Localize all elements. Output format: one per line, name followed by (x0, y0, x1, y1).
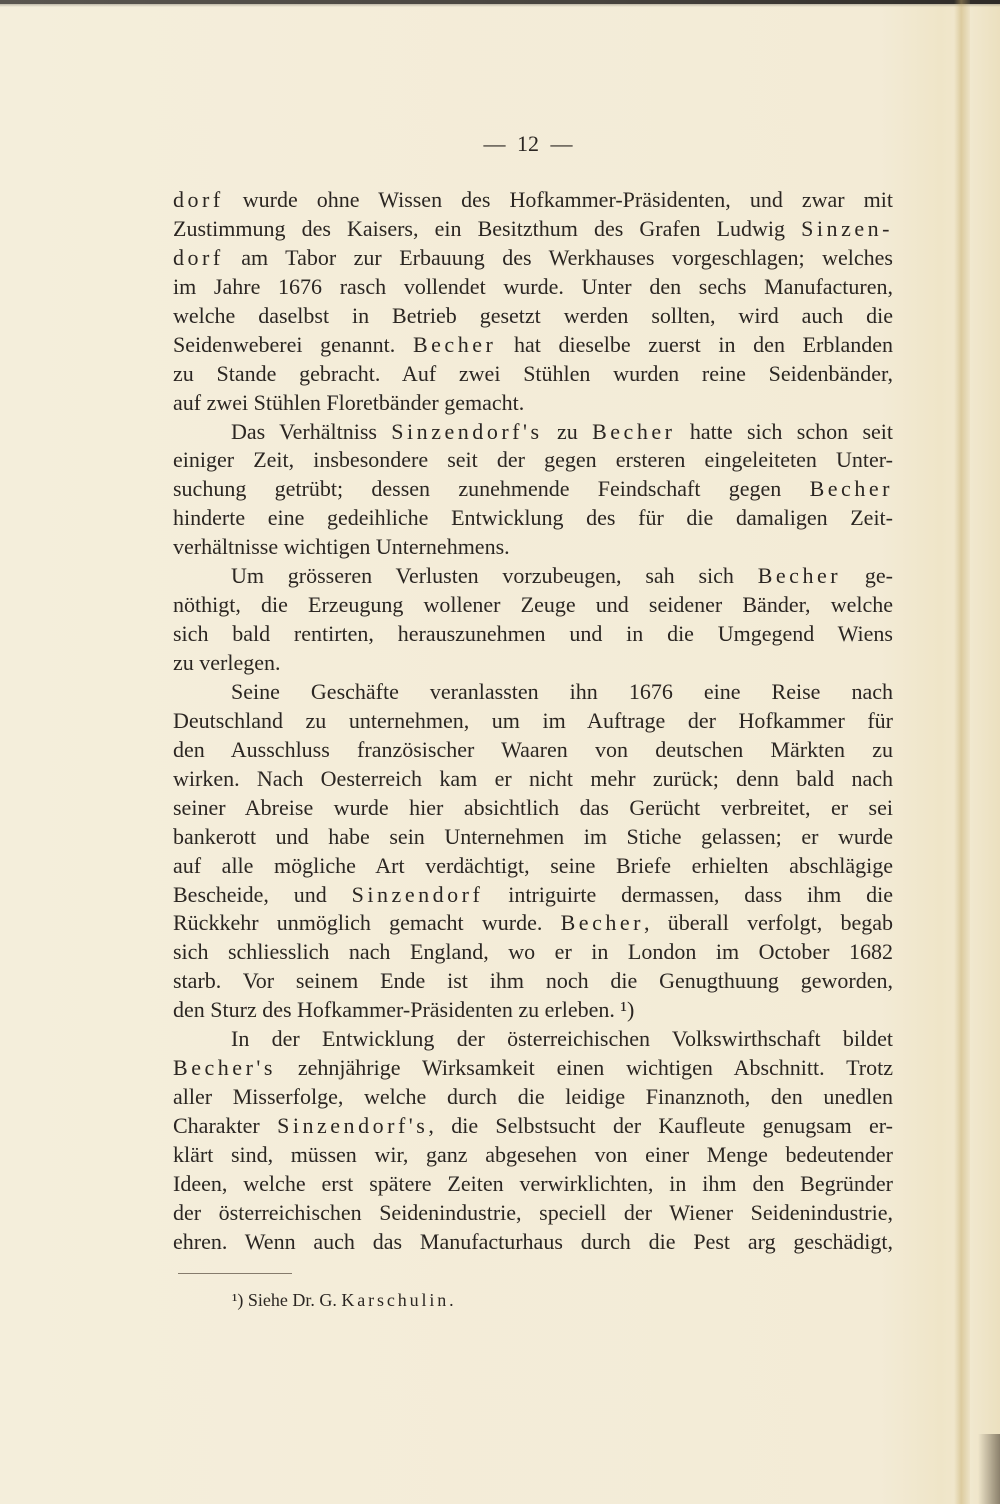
footnote-rule (178, 1273, 292, 1274)
letterspaced-name: Becher (412, 331, 497, 357)
footnote-text: . (449, 1290, 454, 1310)
line-text: den Sturz des Hofkammer-Präsidenten zu erleben. (173, 997, 621, 1023)
corner-shadow (978, 1434, 1000, 1504)
text-line (173, 881, 893, 910)
line-text: Zustimmung des Kaisers, ein Besitzthum des Grafen Ludwig (173, 215, 802, 241)
text-line: welche daselbst in Betrieb gesetzt werden sollten, wird auch die (173, 302, 893, 328)
text-line (173, 331, 893, 360)
top-edge-fade (0, 4, 1000, 7)
line-text: am Tabor zur Erbauung des Werkhauses vorgeschlagen; welches (223, 244, 893, 270)
line-text: Rückkehr unmöglich gemacht wurde. (173, 910, 561, 936)
text-line (173, 996, 893, 1025)
line-text: hatte sich schon seit (675, 418, 893, 444)
text-line (173, 909, 893, 938)
text-line: aller Misserfolge, welche durch die leidige Finanznoth, den unedlen (173, 1084, 893, 1110)
letterspaced-name: Becher's (173, 1055, 276, 1081)
letterspaced-name: Sinzendorf's (277, 1113, 429, 1138)
letterspaced-name: Becher (592, 418, 676, 444)
letterspaced-name: Becher (560, 910, 645, 936)
letterspaced-name: Karschulin (341, 1290, 450, 1310)
letterspaced-name: Sinzendorf's (391, 418, 543, 444)
text-line: einiger Zeit, insbesondere seit der gegen ersteren eingeleiteten Unter- (173, 447, 893, 473)
letterspaced-name: Becher (757, 563, 842, 589)
line-text: intriguirte dermassen, dass ihm die (483, 881, 894, 907)
line-text: wurde ohne Wissen des Hofkammer-Präsidenten, und zwar mit (223, 187, 893, 212)
text-line (173, 475, 893, 504)
line-text: , die Selbstsucht der Kaufleute genugsam er- (428, 1113, 894, 1138)
text-column (173, 186, 893, 1257)
text-line (173, 186, 893, 215)
text-line (173, 1112, 893, 1141)
line-text: zu (542, 418, 593, 444)
letterspaced-name: dorf (173, 244, 224, 270)
text-line: im Jahre 1676 rasch vollendet wurde. Unter den sechs Manufacturen, (173, 273, 893, 299)
letterspaced-name: Sinzen- (801, 215, 893, 241)
text-line: zu verlegen. (173, 650, 281, 675)
text-line: klärt sind, müssen wir, ganz abgesehen von einer Menge bedeutender (173, 1141, 893, 1167)
line-text: Um grösseren Verlusten vorzubeugen, sah sich (231, 563, 758, 589)
letterspaced-name: Sinzendorf (351, 881, 484, 907)
line-text: Bescheide, und (173, 881, 352, 907)
text-line (173, 418, 893, 447)
line-text: Das Verhältniss (231, 418, 392, 444)
line-text: hat dieselbe zuerst in den Erblanden (496, 331, 893, 357)
footnote (232, 1289, 732, 1311)
line-text: ge- (841, 563, 893, 589)
text-line: wirken. Nach Oesterreich kam er nicht mehr zurück; denn bald nach (173, 765, 893, 791)
text-line: Deutschland zu unternehmen, um im Auftrage der Hofkammer für (173, 707, 893, 733)
text-line: auf alle mögliche Art verdächtigt, seine Briefe erhielten abschlägige (173, 852, 893, 878)
text-line: seiner Abreise wurde hier absichtlich das Gerücht verbreitet, er sei (173, 794, 893, 820)
footnote-reference[interactable]: ¹) (620, 997, 635, 1023)
text-line (173, 215, 893, 244)
line-text: Seidenweberei genannt. (173, 331, 413, 357)
letterspaced-name: dorf (173, 187, 224, 212)
text-line: bankerott und habe sein Unternehmen im Stiche gelassen; er wurde (173, 823, 893, 849)
text-line: der österreichischen Seidenindustrie, speciell der Wiener Seidenindustrie, (173, 1199, 893, 1225)
text-line: sich schliesslich nach England, wo er in London im October 1682 (173, 939, 893, 965)
page-number: — 12 — (483, 131, 573, 156)
text-line: den Ausschluss französischer Waaren von deutschen Märkten zu (173, 736, 893, 762)
text-line: verhältnisse wichtigen Unternehmens. (173, 534, 510, 560)
text-line: auf zwei Stühlen Floretbänder gemacht. (173, 389, 525, 415)
text-line: sich bald rentirten, herauszunehmen und in die Umgegend Wiens (173, 621, 893, 647)
text-line: starb. Vor seinem Ende ist ihm noch die Genugthuung geworden, (173, 968, 893, 994)
line-text: suchung getrübt; dessen zunehmende Feindschaft gegen (173, 476, 810, 502)
footnote-text: ¹) Siehe Dr. G. (232, 1290, 342, 1310)
text-line: In der Entwicklung der österreichischen Volkswirthschaft bildet (231, 1026, 893, 1052)
text-line: hinderte eine gedeihliche Entwicklung des für die damaligen Zeit- (173, 505, 893, 531)
gutter-shadow (954, 0, 970, 1504)
line-text: , überall verfolgt, begab (644, 910, 893, 936)
text-line: zu Stande gebracht. Auf zwei Stühlen wurden reine Seidenbänder, (173, 360, 893, 386)
line-text: Charakter (173, 1113, 278, 1138)
text-line (173, 562, 893, 591)
text-line: ehren. Wenn auch das Manufacturhaus durch die Pest arg geschädigt, (173, 1228, 893, 1254)
letterspaced-name: Becher (809, 476, 893, 502)
text-line (173, 1054, 893, 1083)
line-text: zehnjährige Wirksamkeit einen wichtigen Abschnitt. Trotz (275, 1055, 893, 1081)
text-line (173, 244, 893, 273)
text-line: Ideen, welche erst spätere Zeiten verwirklichten, in ihm den Begründer (173, 1170, 893, 1196)
text-line: nöthigt, die Erzeugung wollener Zeuge und seidener Bänder, welche (173, 592, 893, 618)
text-line: Seine Geschäfte veranlassten ihn 1676 eine Reise nach (231, 678, 893, 704)
